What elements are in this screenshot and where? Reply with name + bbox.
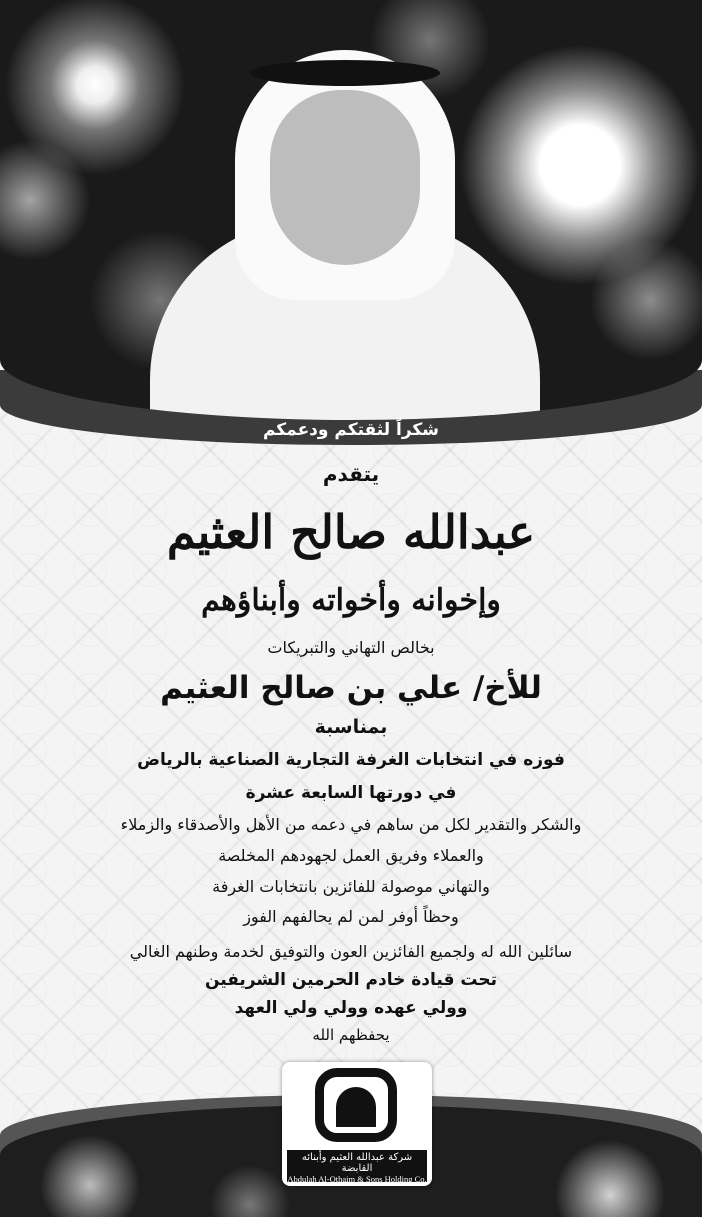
logo-arabic-name: شركة عبدالله العثيم وأبنائه القابضة — [301, 1152, 413, 1174]
sender-family: وإخوانه وأخواته وأبناؤهم — [201, 583, 501, 618]
body-line: فوزه في انتخابات الغرفة التجارية الصناعية بالرياض — [137, 750, 565, 770]
presents-text: يتقدم — [322, 462, 380, 486]
logo-nameplate — [287, 1150, 427, 1182]
body-line: وحظاً أوفر لمن لم يحالفهم الفوز — [243, 907, 459, 926]
body-line: والشكر والتقدير لكل من ساهم في دعمه من الأهل والأصدقاء والزملاء — [120, 815, 582, 834]
thanks-text: شكراً لثقتكم ودعمكم — [262, 420, 440, 440]
logo-english-name: Abdulah Al-Othaim & Sons Holding Co. — [287, 1174, 427, 1184]
occasion-text: بمناسبة — [314, 716, 388, 738]
hero-photo — [0, 0, 702, 420]
body-line: يحفظهم الله — [312, 1026, 390, 1044]
body-line: والتهاني موصولة للفائزين بانتخابات الغرفة — [212, 877, 490, 896]
body-line: سائلين الله له ولجميع الفائزين العون والتوفيق لخدمة وطنهم الغالي — [129, 942, 573, 961]
body-line: تحت قيادة خادم الحرمين الشريفين — [204, 970, 498, 990]
logo-mark-icon — [315, 1068, 397, 1142]
company-logo — [282, 1062, 432, 1186]
body-line: في دورتها السابعة عشرة — [245, 783, 457, 803]
sender-name-calligraphy: عبدالله صالح العثيم — [166, 505, 536, 559]
body-line: والعملاء وفريق العمل لجهودهم المخلصة — [218, 846, 484, 865]
portrait-photo — [150, 20, 540, 420]
greeting-text: بخالص التهاني والتبريكات — [267, 638, 435, 657]
body-line: وولي عهده وولي ولي العهد — [234, 998, 468, 1018]
recipient-name: للأخ/ علي بن صالح العثيم — [160, 670, 542, 706]
